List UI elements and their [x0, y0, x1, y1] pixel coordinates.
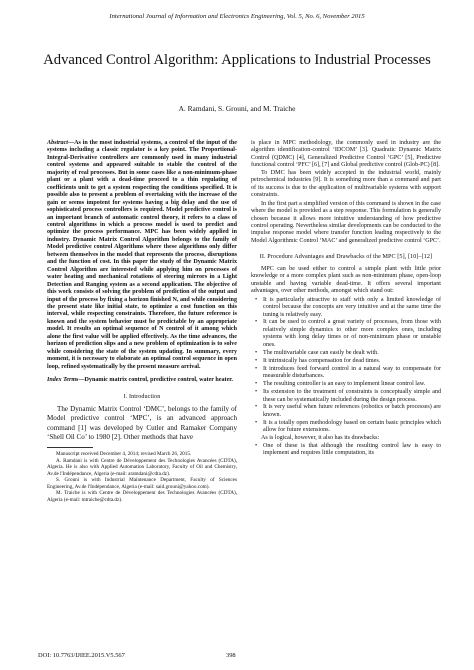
footnote-divider: [47, 447, 93, 448]
footnote-author-ramdani: A. Ramdani is with Centre de Développement des Technologies Avancées (CDTA), Algeria. He is also with Applied Automation Laboratory, Faculty of Oil and Chemistry, Av.de l'Indépendance, Algeria (e-mail: aramdani@cdta.dz).: [47, 457, 237, 477]
advantage-item: • It can be used to control a great variety of processes, from those with relatively simple dynamics to other more complex ones, including systems with long delay times or of non-minimum phase or unstable ones.: [263, 319, 441, 349]
index-terms-lead: Index Terms: [47, 377, 79, 384]
advantage-item: • It introduces feed forward control in a natural way to compensate for measurable disturbances.: [263, 366, 441, 381]
advantage-item: • It is very useful when future references (robotics or batch processes) are known.: [263, 404, 441, 419]
paragraph-mpc-usage: MPC can be used either to control a simple plant with little prior knowledge or a more complex plant such as non-minimum phase, open-loop unstable and having variable dead-time. It offers several important advantages, over other methods, amongst which stand out:: [251, 265, 441, 295]
journal-header: International Journal of Information and Electronics Engineering, Vol. 5, No. 6, November 2015: [109, 13, 365, 20]
footnote-author-traiche: M. Traiche is with Centre de Développement des Technologies Avancées (CDTA), Algeria (e-mail: mtraiche@cdta.dz).: [47, 490, 237, 503]
advantage-item: • It is particularly attractive to staff with only a limited knowledge of control because the concepts are very intuitive and at the same time the tuning is relatively easy.: [263, 297, 441, 319]
drawback-item: • One of these is that although the resulting control law is easy to implement and requires little computation, its: [263, 443, 441, 458]
section-heading-introduction: I. Introduction: [123, 393, 161, 400]
advantage-item: • It intrinsically has compensation for dead times.: [263, 358, 441, 365]
doi-footer: DOI: 10.7763/IJIEE.2015.V5.567: [38, 652, 125, 659]
advantage-item: • The resulting controller is an easy to implement linear control law.: [263, 381, 441, 388]
section-heading-advantages: II. Procedure Advantages and Drawbacks of the MPC [5], [10]–[12]: [259, 254, 433, 261]
paper-title: Advanced Control Algorithm: Applications to Industrial Processes: [43, 52, 431, 68]
abstract: [47, 140, 237, 371]
page-number: 398: [226, 652, 236, 659]
advantage-item: • Its extension to the treatment of constraints is conceptually simple and these can be systematically included during the design process.: [263, 389, 441, 404]
advantage-item: • It is a totally open methodology based on certain basic principles which allow for future extensions.: [263, 420, 441, 435]
index-terms-text: —Dynamic matrix control, predictive control, water heater.: [78, 377, 233, 384]
abstract-lead: Abstract—: [47, 140, 75, 146]
left-column: [47, 140, 237, 503]
advantages-list: [251, 297, 441, 435]
paper-authors: A. Ramdani, S. Grouni, and M. Traiche: [178, 104, 296, 113]
index-terms: [47, 377, 237, 384]
footnote-manuscript: Manuscript received December 4, 2014; revised March 26, 2015.: [56, 451, 192, 458]
abstract-text: As in the most industrial systems, a control of the input of the systems including a classic regulator is a key point. The Proportional-Integral-Derivative controllers are commonly used in many industrial control systems and appeared suitable to stable the control of the majority of real processes. But in some cases like a non-minimum-phase plant or a plant with a dead-time proceed to a thin regulating of coefficients unit to get a system respecting the conditions specified. It is possible also to present a problem of overtaking with the increase of the gain or seems impotent for systems having a big delay and the use of sophisticated process controllers is required. Model predictive control is an important branch of automatic control theory, it refers to a class of control algorithms in which a process model is used to predict and optimize the process performance. MPC has been widely applied in industry. Dynamic Matrix Control Algorithm belongs to the family of Model predictive control Algorithms where these algorithms only differ between themselves in the model that represents the process, disruptions and the function of cost. In this paper the study of the Dynamic Matrix Control Algorithm are interested while applying him on processes of water heating and mechanical rotations of steering mirrors in a Light Detection and Ranging system as a second application. The objective of this work consists of solving the problem of prediction of the output and input of the process by fixing a horizon finished N, and while considering the present state like initial state, to optimize a cost function on this interval, while respecting constraints. Therefore, the future reference is known and the system behavior must be predictable by an appropriate model. It results an optimal sequence of N control of it among which alone the first value will be applied effectively. As the time advances, the horizon of prediction slips and a new problem of optimization is to solve while considering the state of the system updating. In summary, every moment, it is necessary to elaborate an optimal control sequence in open loop, refined systematically by the present measure arrival.: [47, 140, 237, 370]
drawbacks-list: [251, 443, 441, 458]
footnote-author-grouni: S. Grouni is with Industrial Maintenance Department, Faculty of Sciences Engineering, Av.de l'Indépendance, Algeria (e-mail: said.grouni@yahoo.com).: [47, 477, 237, 490]
paragraph-simplified-version: In the first part a simplified version of this command is shown in the case where the model is provided as a step response. This formulation is generally chosen because it allows more intuitive understanding of how predictive control operating. Nevertheless similar developments can be conducted to the impulse response model where transfer function leading respectively to the Model Algorithmic Control ‘MAC’ and generalized predictive control ‘GPC’.: [251, 200, 441, 244]
paragraph-dmc-industry: To DMC has been widely accepted in the industrial world, mainly petrochemical industries [9]. It is something more than a command and part of its success is due to the application of multivariable systems with support constraints.: [251, 169, 441, 199]
introduction-paragraph: The Dynamic Matrix Control ‘DMC’, belongs to the family of Model predictive control ‘MPC’, is an advanced approach command [1] was developed by Cutler and Ramaker Company ‘Shell Oil Co’ to 1980 [2]. Other methods that have: [47, 404, 237, 441]
drawbacks-intro: As is logical, however, it also has its drawbacks:: [261, 435, 380, 442]
right-column: [251, 140, 441, 458]
paragraph-mpc-methods: is place in MPC methodology, the commonly used in industry are the algorithm identification-control ‘IDCOM’ [3]. Quadratic Dynamic Matrix Control (QDMC) [4], Generalized Predictive Control ‘GPC’ [5], Predictive functional control ‘PFC’ [6], [7] and Global predictive control (Glob-PC) [8].: [251, 140, 441, 169]
advantage-item: • The multivariable case can easily be dealt with.: [263, 350, 441, 357]
